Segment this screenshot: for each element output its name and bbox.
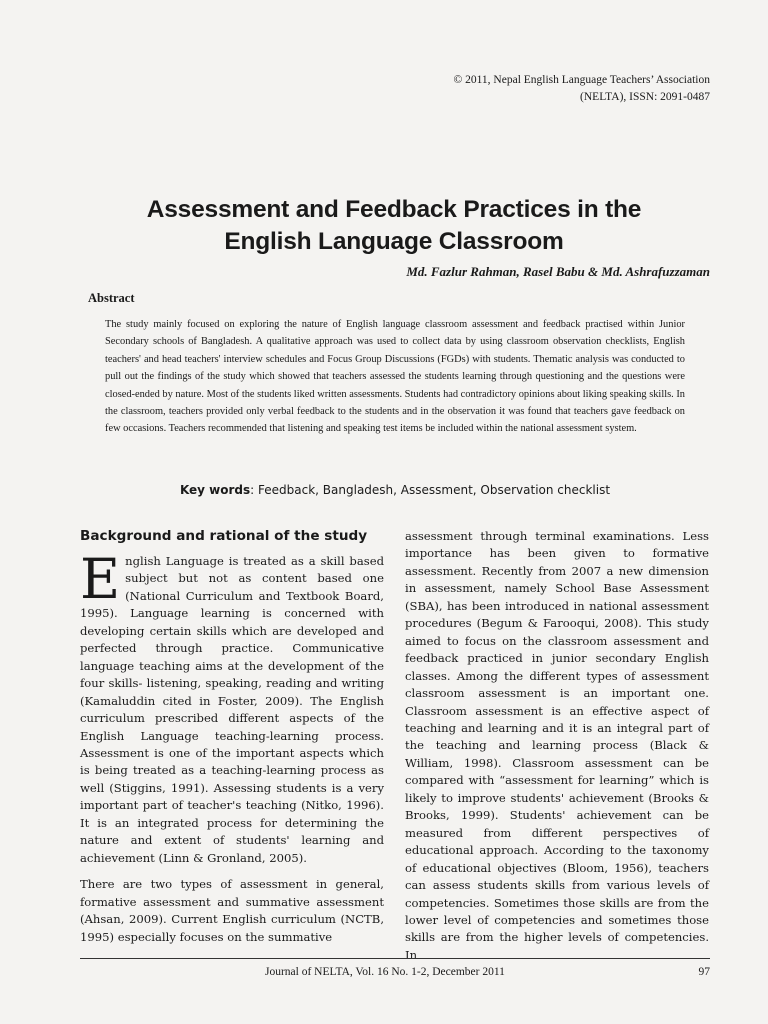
copyright-line-1: © 2011, Nepal English Language Teachers’ Association bbox=[453, 74, 710, 86]
article-title bbox=[60, 194, 728, 258]
right-column-text: assessment through terminal examinations. Less importance has been given to formative assessment. Recently from 2007 a new dimension in assessment, namely School Base Assessment (SBA), has been introduced in national assessment procedures (Begum & Farooqui, 2008). This study aimed to focus on the classroom assessment and feedback practiced in junior secondary English classes. Among the different types of assessment classroom assessment is an important one. Classroom assessment is an effective aspect of teaching and learning and it is an integral part of the teaching and learning process (Black & William, 1998). Classroom assessment can be compared with “assessment for learning” which is likely to improve students' achievement (Brooks & Brooks, 1999). Students' achievement can be measured from different perspectives of educational approach. According to the taxonomy of educational objectives (Bloom, 1956), teachers can assess students skills from various levels of competencies. Sometimes those skills are from the lower level of competencies and sometimes those skills are from the higher levels of competencies. In bbox=[405, 529, 709, 962]
paragraph-1-text: nglish Language is treated as a skill based subject but not as content based one (National Curriculum and Textbook Board, 1995). Language learning is concerned with developing certain skills which are developed and perfected through practice. Communicative language teaching aims at the development of the four skills- listening, speaking, reading and writing (Kamaluddin cited in Foster, 2009). The English curriculum prescribed different aspects of the English Language teaching-learning process. Assessment is one of the important aspects which is being treated as a teaching-learning process as well (Stiggins, 1991). Assessing students is a very important part of teacher's teaching (Nitko, 1996). It is an integrated process for determining the nature and extent of students' learning and achievement (Linn & Gronland, 2005). bbox=[80, 554, 384, 865]
keywords bbox=[0, 483, 768, 497]
section-heading: Background and rational of the study bbox=[80, 528, 368, 544]
abstract-text: The study mainly focused on exploring the nature of English language classroom assessment and feedback practised within Junior Secondary schools of Bangladesh. A qualitative approach was used to collect data by using classroom observation checklists, English teachers' and head teachers' interview schedules and Focus Group Discussions (FGDs) with students. Thematic analysis was conducted to pull out the findings of the study which showed that teachers assessed the students learning through questioning and the questions were closed-ended by nature. Most of the students liked written assessments. Students had contradictory opinions about liking speaking skills. In the classroom, teachers provided only verbal feedback to the students and in the observation it was found that teachers gave feedback on few occasions. Teachers recommended that listening and speaking test items be included within the national assessment system. bbox=[105, 319, 685, 435]
footer-journal-citation: Journal of NELTA, Vol. 16 No. 1-2, December 2011 bbox=[265, 966, 505, 978]
copyright-notice bbox=[454, 72, 711, 106]
page-number: 97 bbox=[698, 966, 710, 978]
left-column bbox=[80, 526, 384, 955]
author-list: Md. Fazlur Rahman, Rasel Babu & Md. Ashrafuzzaman bbox=[406, 264, 710, 279]
title-line-2: English Language Classroom bbox=[224, 228, 564, 255]
body-paragraph-2: There are two types of assessment in general, formative assessment and summative assessment (Ahsan, 2009). Current English curriculum (NCTB, 1995) especially focuses on the summative bbox=[80, 877, 384, 944]
abstract-heading: Abstract bbox=[88, 291, 135, 305]
body-paragraph-1 bbox=[80, 547, 384, 867]
copyright-line-2: (NELTA), ISSN: 2091-0487 bbox=[580, 91, 710, 103]
footer-rule bbox=[80, 958, 710, 959]
keywords-values: : Feedback, Bangladesh, Assessment, Observation checklist bbox=[250, 483, 611, 497]
keywords-label: Key words bbox=[179, 483, 251, 497]
drop-cap: E bbox=[80, 547, 121, 611]
title-line-1: Assessment and Feedback Practices in the bbox=[146, 196, 642, 223]
